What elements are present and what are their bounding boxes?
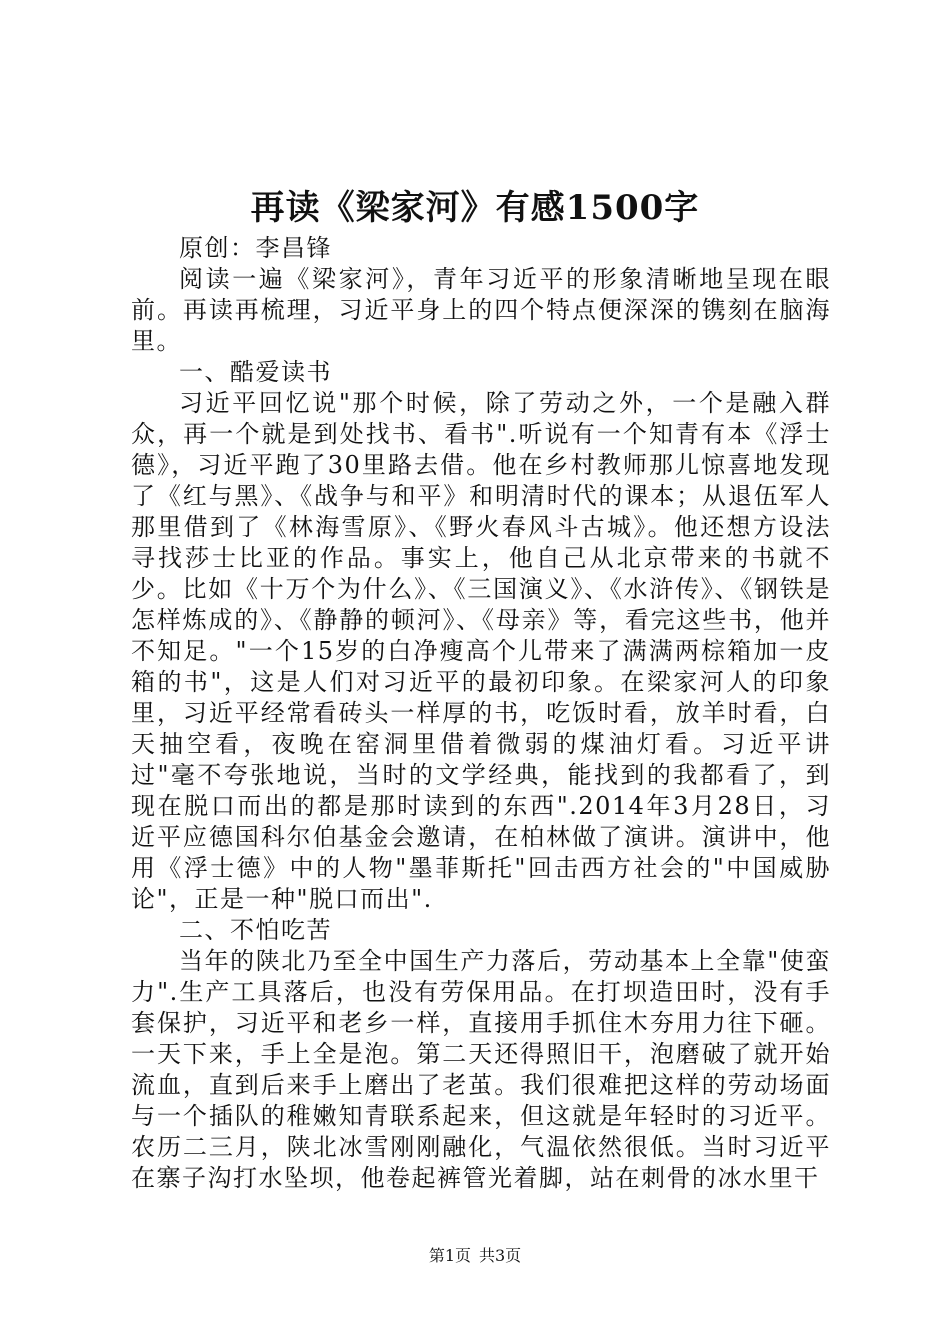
document-title: 再读《梁家河》有感1500字 bbox=[250, 188, 700, 228]
reading-paragraph: 习近平回忆说"那个时候，除了劳动之外，一个是融入群众，再一个就是到处找书、看书".听说有一个知青有本《浮士德》，习近平跑了30里路去借。他在乡村教师那儿惊喜地发现了《红与黑》、《战争与和平》和明清时代的课本；从退伍军人那里借到了《林海雪原》、《野火春风斗古城》。他还想方设法寻找莎士比亚的作品。事实上，他自己从北京带来的书就不少。比如《十万个为什么》、《三国演义》、《水浒传》、《钢铁是怎样炼成的》、《静静的顿河》、《母亲》等，看完这些书，他并不知足。"一个15岁的白净瘦高个儿带来了满满两棕箱加一皮箱的书"，这是人们对习近平的最初印象。在梁家河人的印象里，习近平经常看砖头一样厚的书，吃饭时看，放羊时看，白天抽空看，夜晚在窑洞里借着微弱的煤油灯看。习近平讲过"毫不夸张地说，当时的文学经典，能找到的我都看了，到现在脱口而出的都是那时读到的东西".2014年3月28日，习近平应德国科尔伯基金会邀请，在柏林做了演讲。演讲中，他用《浮士德》中的人物"墨菲斯托"回击西方社会的"中国威胁论"，正是一种"脱口而出". bbox=[131, 389, 831, 913]
page-number: 第1页 bbox=[428, 1246, 471, 1265]
page-total: 共3页 bbox=[479, 1246, 522, 1265]
author-line: 原创：李昌锋 bbox=[179, 234, 332, 262]
section-heading-reading: 一、酷爱读书 bbox=[179, 358, 332, 386]
section-heading-hardship: 二、不怕吃苦 bbox=[179, 916, 332, 944]
intro-paragraph: 阅读一遍《梁家河》，青年习近平的形象清晰地呈现在眼前。再读再梳理，习近平身上的四个特点便深深的镌刻在脑海里。 bbox=[131, 265, 831, 355]
page-footer bbox=[0, 1245, 950, 1267]
hardship-paragraph: 当年的陕北乃至全中国生产力落后，劳动基本上全靠"使蛮力".生产工具落后，也没有劳保用品。在打坝造田时，没有手套保护，习近平和老乡一样，直接用手抓住木夯用力往下砸。一天下来，手上全是泡。第二天还得照旧干，泡磨破了就开始流血，直到后来手上磨出了老茧。我们很难把这样的劳动场面与一个插队的稚嫩知青联系起来，但这就是年轻时的习近平。农历二三月，陕北冰雪刚刚融化，气温依然很低。当时习近平在寨子沟打水坠坝，他卷起裤管光着脚，站在刺骨的冰水里干 bbox=[131, 947, 831, 1192]
document-body bbox=[131, 233, 831, 1194]
